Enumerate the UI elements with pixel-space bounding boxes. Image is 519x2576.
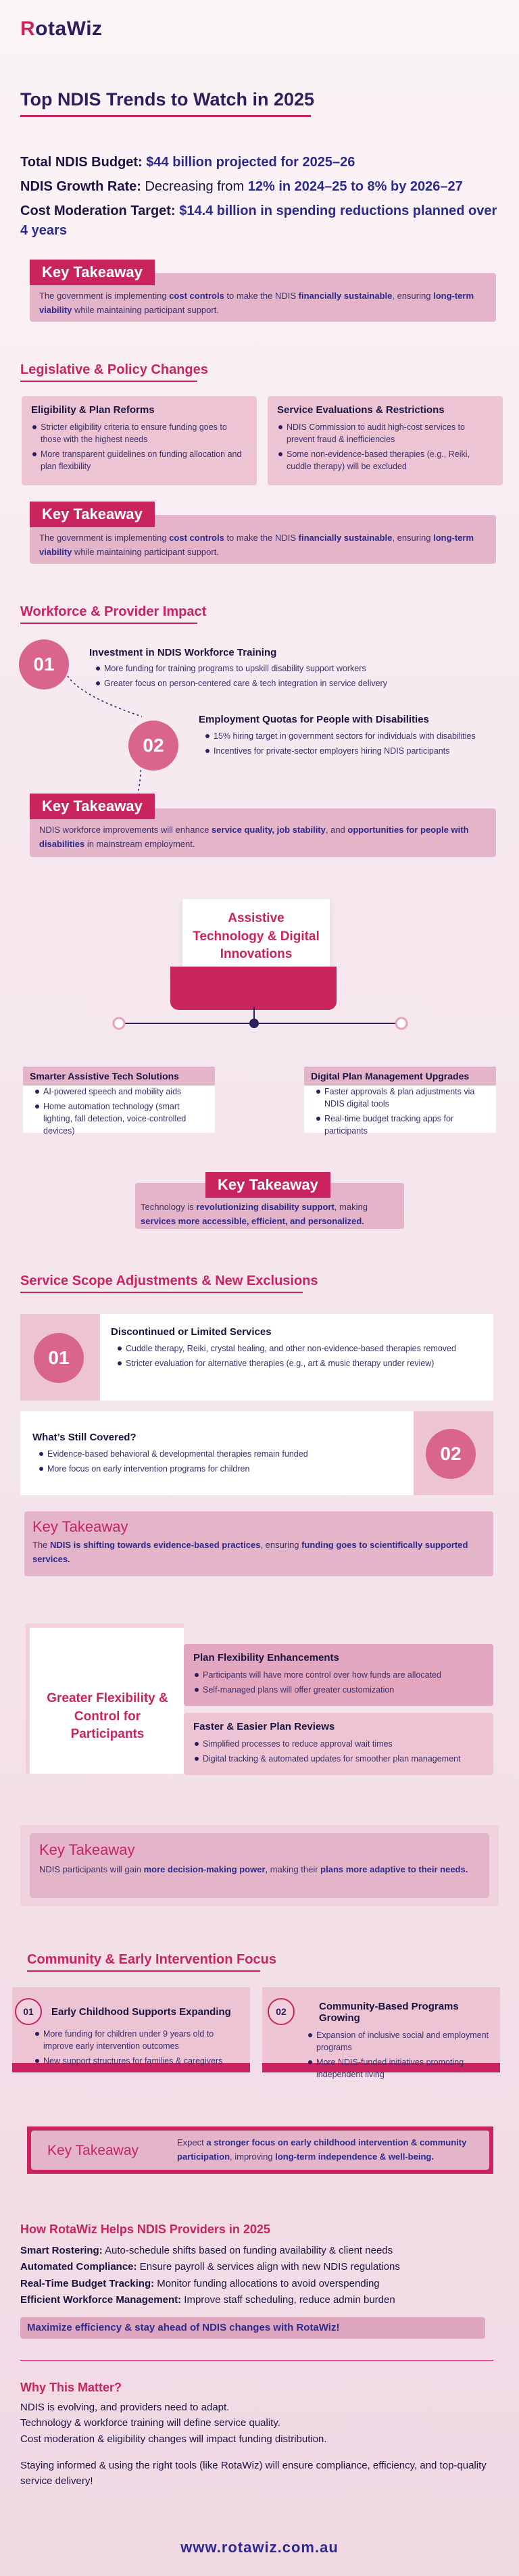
card-plan-flexibility: [184, 1644, 493, 1706]
stat-growth: NDIS Growth Rate: Decreasing from 12% in 2024–25 to 8% by 2026–27: [20, 179, 463, 194]
list-item: Self-managed plans will offer greater customization: [193, 1684, 484, 1696]
step-number-badge: 01: [19, 639, 69, 689]
why-text: [20, 2400, 500, 2489]
list-item: New support structures for families & caregivers: [34, 2055, 237, 2067]
list-item: More funding for training programs to upskill disability support workers: [95, 662, 392, 675]
key-takeaway-label: Key Takeaway: [30, 794, 155, 819]
step-list: [95, 662, 392, 692]
section-title-legislative: Legislative & Policy Changes: [20, 362, 208, 377]
why-line: Cost moderation & eligibility changes will impact funding distribution.: [20, 2433, 327, 2445]
list-item: Home automation technology (smart lighting, fall detection, voice-controlled devices): [34, 1100, 207, 1137]
section-title-scope: Service Scope Adjustments & New Exclusions: [20, 1273, 318, 1288]
step-title: What’s Still Covered?: [32, 1432, 137, 1443]
list-item: 15% hiring target in government sectors for individuals with disabilities: [204, 730, 501, 742]
why-line: Technology & workforce training will define service quality.: [20, 2417, 280, 2429]
step-number-badge: 02: [128, 721, 178, 771]
card-eligibility: [22, 396, 257, 485]
key-takeaway-text: Technology is revolutionizing disability support, making services more accessible, efficient, and personalized.: [141, 1202, 368, 1226]
list-item: Stricter evaluation for alternative therapies (e.g., art & music therapy under review): [116, 1357, 481, 1369]
list-item: Greater focus on person-centered care & tech integration in service delivery: [95, 677, 392, 689]
title-underline: [20, 115, 311, 117]
stat-budget: Total NDIS Budget: $44 billion projected for 2025–26: [20, 155, 355, 170]
step-title: Community-Based Programs Growing: [319, 2001, 459, 2024]
step-title: Early Childhood Supports Expanding: [51, 2006, 231, 2018]
tech-connector: [108, 1007, 412, 1041]
key-takeaway-label: Key Takeaway: [39, 1841, 135, 1858]
list-item: More NDIS-funded initiatives promoting independent living: [307, 2056, 489, 2081]
why-line: NDIS is evolving, and providers need to adapt.: [20, 2402, 230, 2413]
help-banner: Maximize efficiency & stay ahead of NDIS changes with RotaWiz!: [20, 2317, 485, 2339]
step-list: [204, 730, 501, 760]
step-number-badge: 01: [15, 1998, 42, 2025]
stat-cost: Cost Moderation Target: $14.4 billion in spending reductions planned over 4 years: [20, 203, 497, 238]
list-item: AI-powered speech and mobility aids: [34, 1086, 207, 1098]
list-item: More funding for children under 9 years old to improve early intervention outcomes: [34, 2028, 237, 2052]
list-item: Efficient Workforce Management: Improve staff scheduling, reduce admin burden: [20, 2293, 395, 2306]
list-item: Simplified processes to reduce approval wait times: [193, 1738, 484, 1750]
section-title-community: Community & Early Intervention Focus: [27, 1952, 276, 1967]
section-underline: [27, 1970, 260, 1972]
list-item: Smart Rostering: Auto-schedule shifts based on funding availability & client needs: [20, 2245, 393, 2256]
list-item: Digital tracking & automated updates for smoother plan management: [193, 1753, 484, 1765]
section-underline: [20, 381, 197, 382]
page-title: Top NDIS Trends to Watch in 2025: [20, 89, 315, 110]
list-item: Real-Time Budget Tracking: Monitor funding allocations to avoid overspending: [20, 2277, 380, 2289]
card-title: Digital Plan Management Upgrades: [304, 1067, 496, 1086]
card-plan-reviews: [184, 1713, 493, 1775]
step-number-badge: 02: [268, 1998, 295, 2025]
website-link[interactable]: www.rotawiz.com.au: [180, 2539, 339, 2556]
card-title: Plan Flexibility Enhancements: [193, 1652, 339, 1663]
list-item: Some non-evidence-based therapies (e.g., Reiki, cuddle therapy) will be excluded: [277, 448, 493, 472]
divider: [20, 2360, 493, 2361]
why-closing: Staying informed & using the right tools (like RotaWiz) will ensure compliance, efficiency, and top-quality service delivery!: [20, 2459, 487, 2487]
list-item: Incentives for private-sector employers hiring NDIS participants: [204, 745, 501, 757]
key-takeaway-text: NDIS workforce improvements will enhance service quality, job stability, and opportunities for people with disabilities in mainstream employment.: [39, 825, 469, 849]
flex-title: Greater Flexibility & Control for Participants: [47, 1691, 168, 1742]
key-takeaway-label: Key Takeaway: [30, 502, 155, 527]
key-takeaway-text: The government is implementing cost controls to make the NDIS financially sustainable, ensuring long-term viability while maintaining participant support.: [39, 291, 474, 315]
tech-title: Assistive Technology & Digital Innovations: [193, 911, 320, 962]
list-item: NDIS Commission to audit high-cost services to prevent fraud & inefficiencies: [277, 421, 493, 445]
section-title-workforce: Workforce & Provider Impact: [20, 604, 207, 619]
key-takeaway-text: NDIS participants will gain more decision-making power, making their plans more adaptive to their needs.: [39, 1864, 468, 1874]
key-takeaway-text: The NDIS is shifting towards evidence-based practices, ensuring funding goes to scientifically supported services.: [32, 1540, 468, 1564]
section-underline: [20, 623, 197, 624]
card-title: Faster & Easier Plan Reviews: [193, 1721, 335, 1732]
list-item: Evidence-based behavioral & developmental therapies remain funded: [38, 1448, 403, 1460]
step-list: [38, 1448, 403, 1478]
step-title: Employment Quotas for People with Disabilities: [199, 714, 429, 725]
section-title-why: Why This Matter?: [20, 2381, 122, 2394]
step-number-badge: 01: [34, 1333, 84, 1383]
section-underline: [20, 1292, 303, 1293]
section-title-help: How RotaWiz Helps NDIS Providers in 2025: [20, 2222, 270, 2236]
key-takeaway-label: Key Takeaway: [30, 260, 155, 285]
step-list: [116, 1342, 481, 1372]
help-list: [20, 2243, 493, 2308]
step-list: [307, 2029, 489, 2084]
card-title: Eligibility & Plan Reforms: [31, 404, 155, 416]
key-takeaway-text: The government is implementing cost controls to make the NDIS financially sustainable, ensuring long-term viability while maintaining participant support.: [39, 533, 474, 557]
list-item: Participants will have more control over how funds are allocated: [193, 1669, 484, 1681]
logo: RotaWiz: [20, 18, 103, 40]
step-number-badge: 02: [426, 1429, 476, 1479]
list-item: More focus on early intervention programs for children: [38, 1463, 403, 1475]
list-item: Expansion of inclusive social and employment programs: [307, 2029, 489, 2053]
card-evaluations: [268, 396, 503, 485]
key-takeaway-text: Expect a stronger focus on early childhood intervention & community participation, improving long-term independence & well-being.: [177, 2137, 467, 2162]
tech-pedestal: [170, 967, 337, 1010]
card-title: Smarter Assistive Tech Solutions: [23, 1067, 215, 1086]
step-list: [34, 2028, 237, 2070]
list-item: Faster approvals & plan adjustments via NDIS digital tools: [315, 1086, 488, 1110]
key-takeaway-label: Key Takeaway: [32, 1518, 128, 1535]
key-takeaway-label: Key Takeaway: [205, 1172, 330, 1198]
card-title: Service Evaluations & Restrictions: [277, 404, 445, 416]
list-item: Real-time budget tracking apps for participants: [315, 1113, 488, 1137]
step-title: Discontinued or Limited Services: [111, 1326, 272, 1338]
list-item: Cuddle therapy, Reiki, crystal healing, and other non-evidence-based therapies removed: [116, 1342, 481, 1355]
step-title: Investment in NDIS Workforce Training: [89, 647, 277, 658]
key-takeaway-label: Key Takeaway: [47, 2143, 139, 2158]
list-item: More transparent guidelines on funding allocation and plan flexibility: [31, 448, 247, 472]
list-item: Automated Compliance: Ensure payroll & services align with new NDIS regulations: [20, 2261, 400, 2273]
list-item: Stricter eligibility criteria to ensure funding goes to those with the highest needs: [31, 421, 247, 445]
